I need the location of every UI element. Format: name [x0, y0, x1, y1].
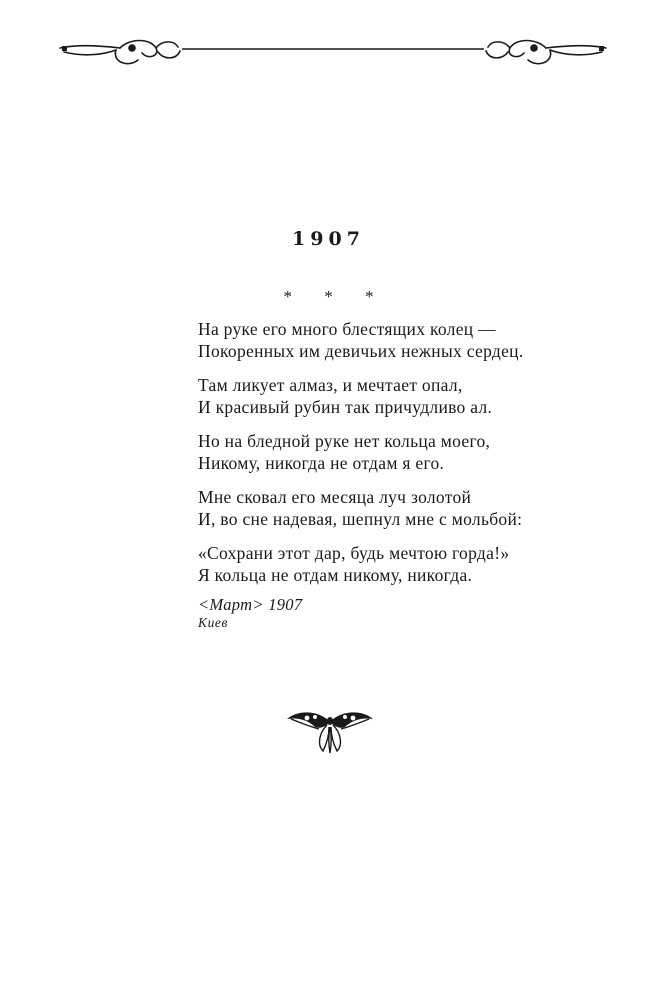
- stanza-4: [198, 486, 524, 530]
- poem-asterism: * * *: [283, 287, 388, 306]
- stanza-2: [198, 374, 524, 418]
- stanza-5: [198, 542, 524, 586]
- section-year-title: 1907: [292, 228, 365, 250]
- poem-line: Я кольца не отдам никому, никогда.: [198, 565, 473, 585]
- poem-body: [198, 318, 524, 631]
- poem-line: Но на бледной руке нет кольца моего,: [198, 431, 491, 451]
- stanza-3: [198, 430, 524, 474]
- poem-line: «Сохрани этот дар, будь мечтою горда!»: [198, 543, 510, 563]
- poem-line: Покоренных им девичьих нежных сердец.: [198, 341, 524, 361]
- poem-line: Мне сковал его месяца луч золотой: [198, 487, 472, 507]
- butterfly-ornament-icon: [285, 707, 375, 755]
- poem-line: И, во сне надевая, шепнул мне с мольбой:: [198, 509, 523, 529]
- stanza-1: [198, 318, 524, 362]
- poem-line: На руке его много блестящих колец —: [198, 319, 496, 339]
- poem-line: И красивый рубин так причудливо ал.: [198, 397, 493, 417]
- poem-date: <Март> 1907: [198, 595, 303, 614]
- poem-line: Там ликует алмаз, и мечтает опал,: [198, 375, 463, 395]
- header-flourish-ornament: [58, 36, 608, 76]
- poem-place: Киев: [198, 615, 228, 630]
- poem-line: Никому, никогда не отдам я его.: [198, 453, 445, 473]
